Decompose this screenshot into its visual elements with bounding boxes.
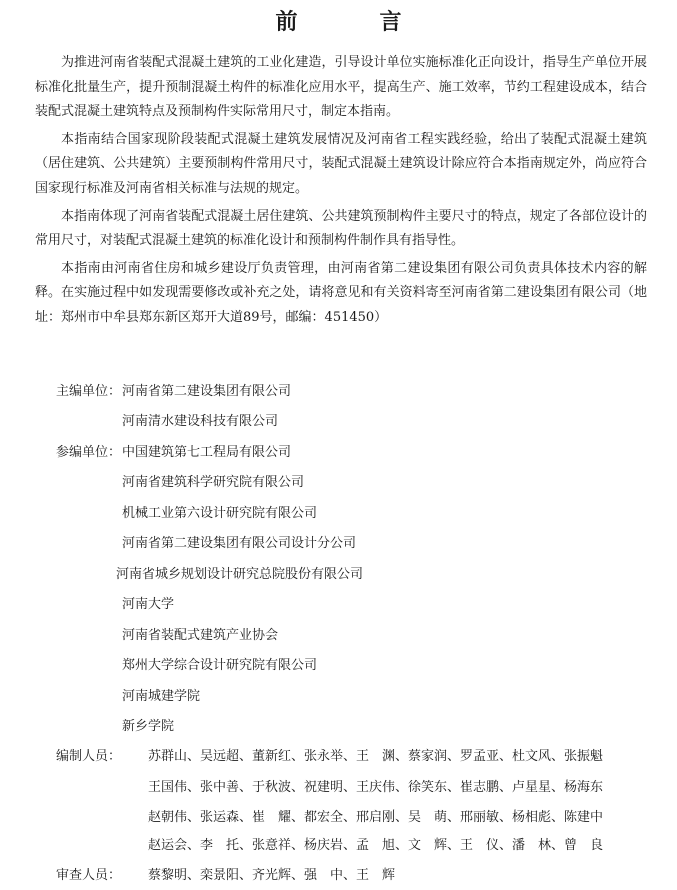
preface-paragraph: 本指南结合国家现阶段装配式混凝土建筑发展情况及河南省工程实践经验，给出了装配式混凝土建筑（居住建筑、公共建筑）主要预制构件常用尺寸，装配式混凝土建筑设计除应符合本指南规定外，尚应符合国家现行标准及河南省相关标准与法规的规定。	[35, 131, 647, 196]
staff-names-line: 赵朝伟、张运森、崔 耀、都宏全、邢启刚、吴 萌、邢丽敏、杨相彪、陈建中	[148, 810, 604, 825]
staff-names-line: 苏群山、吴远超、董新红、张永举、王 渊、蔡家润、罗孟亚、杜文风、张振魁	[148, 749, 604, 764]
participant-unit: 郑州大学综合设计研究院有限公司	[122, 658, 318, 673]
participant-unit: 河南省城乡规划设计研究总院股份有限公司	[116, 567, 364, 582]
participant-unit: 河南大学	[122, 597, 175, 612]
chief-editor-unit: 河南省第二建设集团有限公司	[122, 384, 292, 399]
participant-unit: 中国建筑第七工程局有限公司	[122, 445, 292, 460]
chief-editors-label: 主编单位：	[56, 384, 122, 399]
participants-label: 参编单位：	[56, 445, 122, 460]
participant-unit: 河南城建学院	[122, 689, 201, 704]
participant-unit: 机械工业第六设计研究院有限公司	[122, 506, 318, 521]
page-title: 前 言	[275, 10, 432, 35]
preface-paragraph: 本指南体现了河南省装配式混凝土居住建筑、公共建筑预制构件主要尺寸的特点，规定了各部位设计的常用尺寸，对装配式混凝土建筑的标准化设计和预制构件制作具有指导性。	[35, 208, 647, 249]
participant-unit: 新乡学院	[122, 719, 175, 734]
preface-body	[35, 51, 647, 334]
participant-unit: 河南省装配式建筑产业协会	[122, 628, 279, 643]
participant-unit: 河南省建筑科学研究院有限公司	[122, 475, 305, 490]
staff-names-line: 赵运会、李 托、张意祥、杨庆岩、孟 旭、文 辉、王 仪、潘 林、曾 良	[148, 838, 604, 853]
chief-editor-unit: 河南清水建设科技有限公司	[122, 414, 279, 429]
participant-unit: 河南省第二建设集团有限公司设计分公司	[122, 536, 357, 551]
reviewers-label: 审查人员：	[56, 868, 122, 883]
preface-paragraph: 本指南由河南省住房和城乡建设厅负责管理，由河南省第二建设集团有限公司负责具体技术内容的解释。在实施过程中如发现需要修改或补充之处，请将意见和有关资料寄至河南省第二建设集团有限公司（地址：郑州市中牟县郑东新区郑开大道89号，邮编：451450）	[35, 260, 647, 325]
staff-names-line: 王国伟、张中善、于秋波、祝建明、王庆伟、徐笑东、崔志鹏、卢星星、杨海东	[148, 780, 604, 795]
reviewers-names-line: 蔡黎明、栾景阳、齐光辉、强 中、王 辉	[148, 868, 396, 883]
staff-label: 编制人员：	[56, 749, 122, 764]
preface-paragraph: 为推进河南省装配式混凝土建筑的工业化建造，引导设计单位实施标准化正向设计，指导生产单位开展标准化批量生产，提升预制混凝土构件的标准化应用水平，提高生产、施工效率，节约工程建设成本，结合装配式混凝土建筑特点及预制构件实际常用尺寸，制定本指南。	[35, 55, 647, 120]
